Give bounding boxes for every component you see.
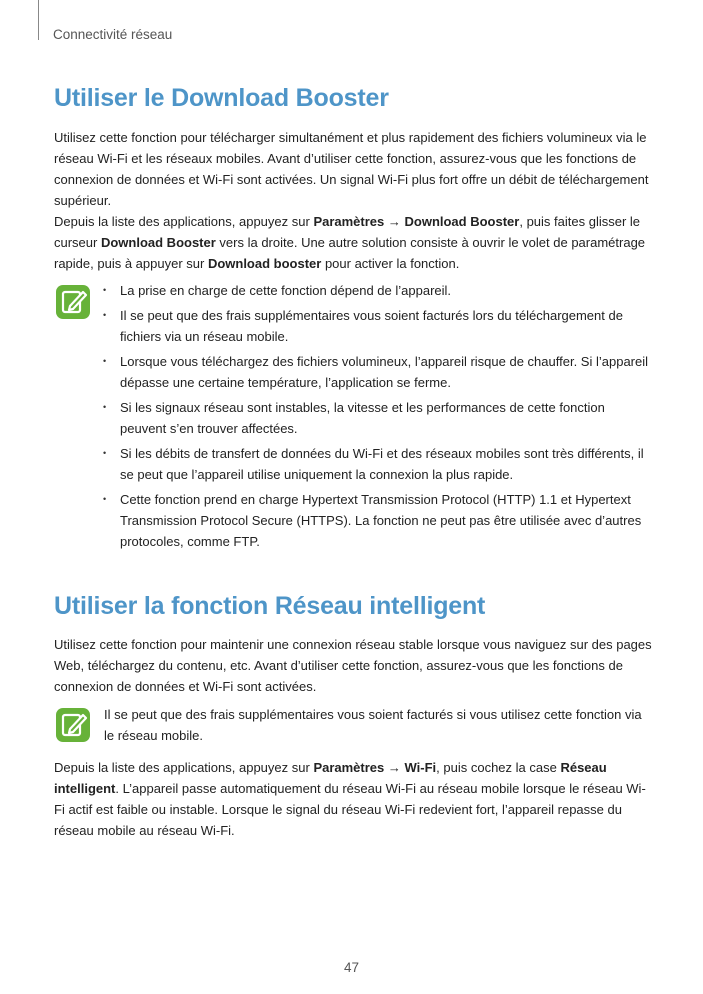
section1-steps (54, 211, 654, 274)
page-number: 47 (343, 960, 360, 975)
note-item: • Lorsque vous téléchargez des fichiers volumineux, l’appareil risque de chauffer. Si l’appareil dépasse une certaine température, l’application se ferme. (102, 351, 654, 393)
section-header: Connectivité réseau (53, 27, 173, 42)
checkbox-name: Réseau intelligent (54, 760, 607, 796)
arrow-text: → (384, 760, 405, 775)
menu-path-download-booster: Download Booster (404, 214, 520, 229)
quick-setting-name: Download booster (207, 256, 322, 271)
section2-note: Il se peut que des frais supplémentaires vous soient facturés si vous utilisez cette fonction via le réseau mobile. (104, 707, 642, 743)
arrow-text: → (384, 214, 405, 229)
section1-title: Utiliser le Download Booster (54, 84, 389, 112)
note-pencil-icon (56, 708, 90, 742)
step-text: Depuis la liste des applications, appuyez sur (54, 214, 314, 229)
step-text: , puis faites glisser le curseur (54, 214, 641, 250)
menu-path-settings: Paramètres (313, 214, 385, 229)
section2-intro: Utilisez cette fonction pour maintenir une connexion réseau stable lorsque vous naviguez sur des pages Web, téléchargez du contenu, etc. Avant d’utiliser cette fonction, assurez-vous que les fonctions de connexion de données et Wi-Fi sont activées. (54, 637, 652, 694)
section1-intro: Utilisez cette fonction pour télécharger simultanément et plus rapidement des fichiers volumineux via le réseau Wi-Fi et les réseaux mobiles. Avant d’utiliser cette fonction, assurez-vous que les fonctions de connexion de données et Wi-Fi sont activées. Un signal Wi-Fi plus fort offre un débit de téléchargement supérieur. (54, 130, 649, 208)
step-text: vers la droite. Une autre solution consiste à ouvrir le volet de paramétrage rapide, puis à appuyer sur (54, 235, 646, 271)
step-text: Depuis la liste des applications, appuyez sur (54, 760, 314, 775)
note-item: • Si les signaux réseau sont instables, la vitesse et les performances de cette fonction peuvent s’en trouver affectées. (102, 397, 654, 439)
menu-path-settings: Paramètres (313, 760, 385, 775)
note-item: • Cette fonction prend en charge Hypertext Transmission Protocol (HTTP) 1.1 et Hypertext Transmission Protocol Secure (HTTPS). La fonction ne peut pas être utilisée avec d’autres protocoles, comme FTP. (102, 489, 654, 552)
slider-name: Download Booster (100, 235, 216, 250)
note-item: • Il se peut que des frais supplémentaires vous soient facturés lors du téléchargement de fichiers via un réseau mobile. (102, 305, 654, 347)
note-item: • La prise en charge de cette fonction dépend de l’appareil. (102, 280, 654, 301)
section2-title: Utiliser la fonction Réseau intelligent (54, 592, 486, 620)
step-text: . L’appareil passe automatiquement du réseau Wi-Fi au réseau mobile lorsque le réseau Wi-Fi actif est faible ou instable. Lorsque le signal du réseau Wi-Fi redevient fort, l’appareil repasse du réseau mobile au réseau Wi-Fi. (54, 781, 646, 838)
step-text: , puis cochez la case (436, 760, 561, 775)
section1-notes (102, 280, 654, 556)
note-item: • Si les débits de transfert de données du Wi-Fi et des réseaux mobiles sont très différents, il se peut que l’appareil utilise uniquement la connexion la plus rapide. (102, 443, 654, 485)
header-divider (38, 0, 39, 40)
note-pencil-icon (56, 285, 90, 319)
step-text: pour activer la fonction. (321, 256, 460, 271)
menu-path-wifi: Wi-Fi (404, 760, 437, 775)
section2-steps (54, 757, 654, 841)
